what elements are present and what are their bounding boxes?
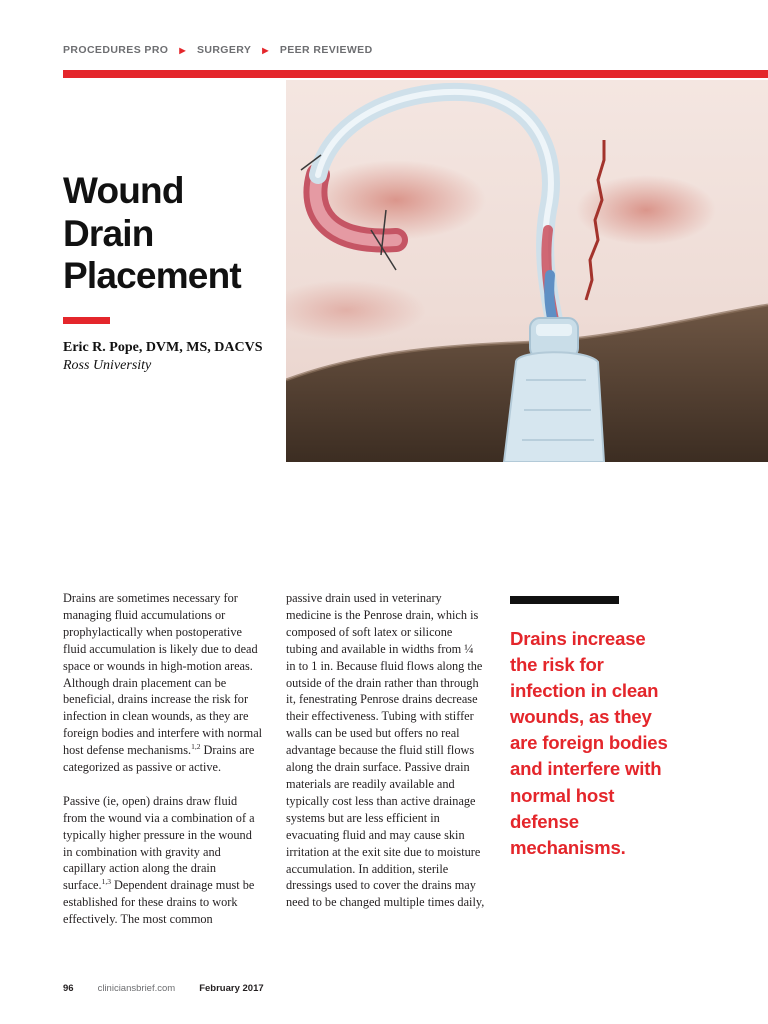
wound-drain-photo	[286, 80, 768, 462]
breadcrumb-status: PEER REVIEWED	[279, 44, 373, 56]
pullquote-rule	[510, 596, 619, 604]
breadcrumb-section[interactable]: PROCEDURES PRO	[63, 44, 169, 56]
author-affiliation: Ross University	[63, 358, 152, 373]
body-paragraph: Drains are sometimes necessary for managing fluid accumulations or prophylactically when postoperative fluid accumulation is likely due to dead space or wounds in high-motion areas. Although drain placement can be beneficial, drains increase the risk for infection in clean wounds, as they are foreign bodies and interfere with normal host defense mechanisms.$^{1,2}$ Drains are categorized as passive or active.	[63, 591, 263, 775]
header-rule	[63, 70, 768, 78]
article-title: Wound Drain Placement	[63, 170, 241, 296]
title-rule	[63, 317, 110, 324]
issue-date: February 2017	[199, 983, 264, 994]
body-paragraph: Passive (ie, open) drains draw fluid from the wound via a combination of a typically higher pressure in the wound in combination with gravity and capillary action along the drain surface.$^{1,3}$ Dependent drainage must be established for these drains to work effectively. The most common	[63, 793, 255, 927]
pullquote: Drains increase the risk for infection in clean wounds, as they are foreign bodies and interfere with normal host defense mechanisms.	[510, 628, 668, 858]
breadcrumb	[63, 44, 373, 56]
body-column-1	[63, 590, 263, 945]
citation-ref: 1,2	[191, 742, 201, 752]
page-footer	[63, 983, 264, 994]
body-column-2	[286, 590, 486, 928]
triangle-right-icon: ▶	[179, 45, 186, 55]
breadcrumb-category[interactable]: SURGERY	[196, 44, 252, 56]
page-number: 96	[63, 983, 74, 994]
citation-ref: 1,3	[101, 877, 111, 887]
author-name: Eric R. Pope, DVM, MS, DACVS	[63, 340, 263, 355]
body-paragraph: passive drain used in veterinary medicine is the Penrose drain, which is composed of soft latex or silicone tubing and available in widths from ¼ in to 1 in. Because fluid flows along the outside of the drain rather than through it, fenestrating Penrose drains decrease their effectiveness. Tubing with stiffer walls can be used but offers no real advantage because the fluid still flows along the drain surface. Passive drain materials are readily available and typically cost less than active drainage systems but are less efficient in evacuating fluid and may cause skin irritation at the exit site due to moisture accumulation. In addition, sterile dressings used to cover the drains may need to be changed multiple times daily,	[286, 591, 485, 910]
triangle-right-icon: ▶	[262, 45, 269, 55]
website-link[interactable]: cliniciansbrief.com	[97, 983, 176, 994]
